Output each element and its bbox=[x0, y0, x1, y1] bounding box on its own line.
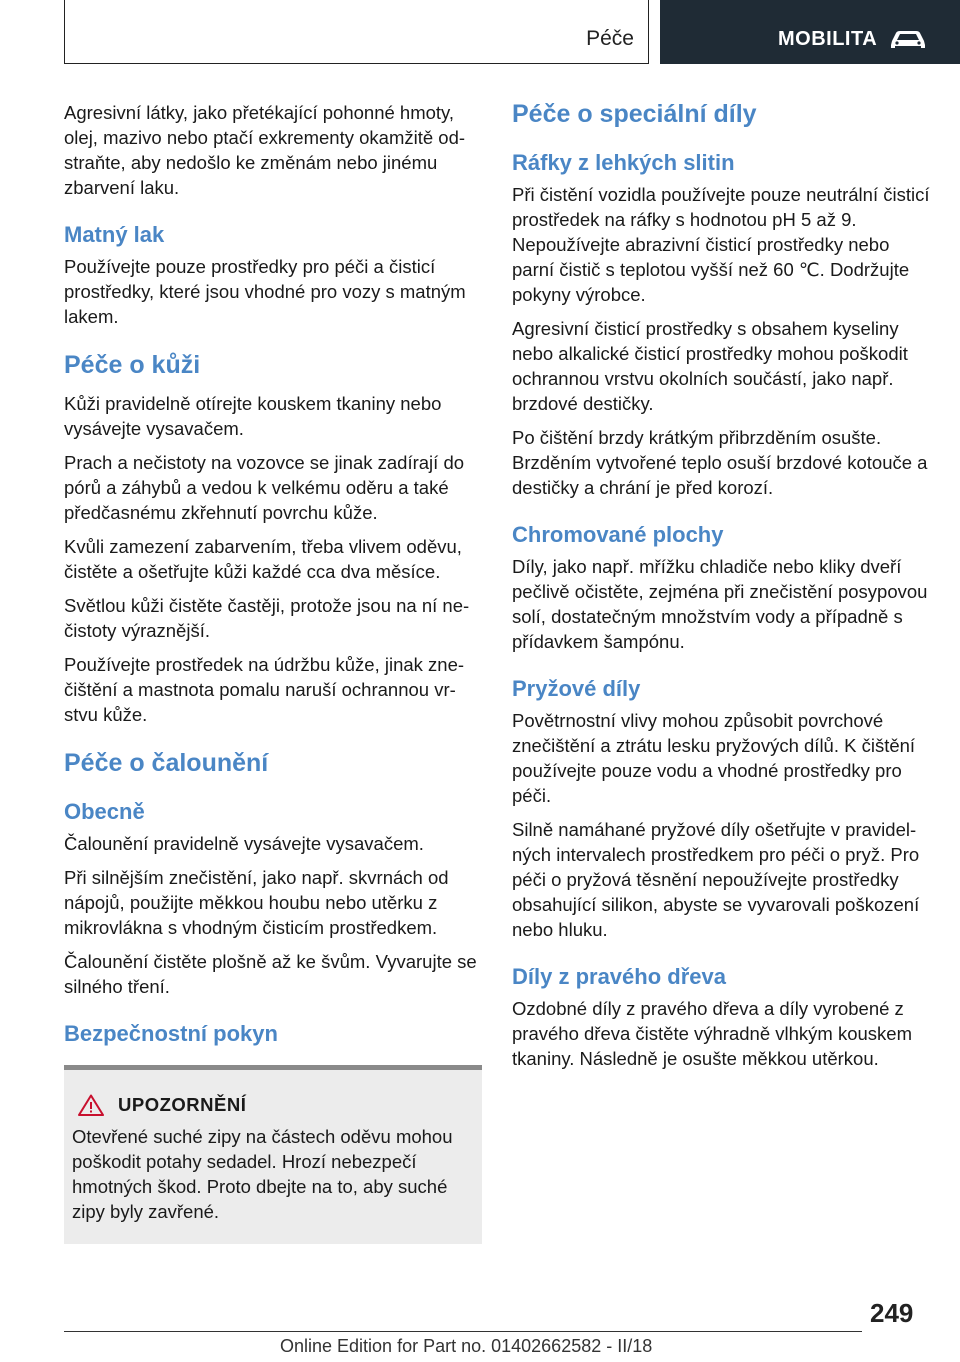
car-icon bbox=[888, 27, 928, 51]
rims-paragraph-1: Při čistění vozidla používejte pouze neutrální čisticí prostředek na ráfky s hodnotou pH 5 až 9. Nepoužívejte abrazivní čisticí prostředky nebo parní čistič s teplotou vyšší než 60 ℃. Dodržujte pokyny výrobce. bbox=[512, 184, 930, 305]
footer-divider bbox=[64, 1331, 862, 1332]
warning-title: UPOZORNĚNÍ bbox=[118, 1094, 247, 1115]
special-parts-heading: Péče o speciální díly bbox=[512, 100, 757, 128]
footer-edition: Online Edition for Part no. 01402662582 - II/18 bbox=[280, 1336, 653, 1356]
chrome-paragraph: Díly, jako např. mřížku chladiče nebo kliky dveří pečlivě očistěte, zejména při znečistění posypovou solí, dostatečným množstvím vody a případně s přídavkem šampónu. bbox=[512, 556, 928, 652]
leather-paragraph-5: Používejte prostředek na údržbu kůže, jinak znečištění a mastnota pomalu naruší ochrannou vrstvu kůže. bbox=[64, 654, 465, 725]
matte-paragraph: Používejte pouze prostředky pro péči a čisticí prostředky, které jsou vhodné pro vozy s matným lakem. bbox=[64, 256, 466, 327]
rims-paragraph-2: Agresivní čisticí prostředky s obsahem kyseliny nebo alkalické čisticí prostředky mohou poškodit ochrannou vrstvu okolních součástí, jako např. brzdové destičky. bbox=[512, 318, 908, 414]
chrome-heading: Chromované plochy bbox=[512, 522, 724, 547]
rims-paragraph-3: Po čištění brzdy krátkým přibrzděním osušte. Brzděním vytvořené teplo osuší brzdové kotouče a destičky a chrání je před korozí. bbox=[512, 427, 928, 498]
matte-heading: Matný lak bbox=[64, 222, 165, 247]
chapter-tab bbox=[660, 0, 960, 64]
warning-header bbox=[72, 1094, 466, 1116]
section-title: Péče bbox=[586, 27, 634, 50]
upholstery-heading: Péče o čalounění bbox=[64, 749, 269, 777]
leather-paragraph-2: Prach a nečistoty na vozovce se jinak zadírají do pórů a záhybů a vedou k velkému oděru a také předčasnému zkřehnutí povrchu kůže. bbox=[64, 452, 465, 523]
general-paragraph-1: Čalounění pravidelně vysávejte vysavačem. bbox=[64, 833, 424, 854]
wood-paragraph: Ozdobné díly z pravého dřeva a díly vyrobené z pravého dřeva čistěte výhradně vlhkým kouskem tkaniny. Následně je osušte měkkou utěrkou. bbox=[512, 998, 912, 1069]
rubber-paragraph-2: Silně namáhané pryžové díly ošetřujte v pravidelných intervalech prostředkem pro péči o pryž. Pro péči o pryžová těsnění nepoužívejte prostředky obsahující silikon, abyste se vyvarovali poškození nebo hluku. bbox=[512, 819, 920, 940]
general-paragraph-2: Při silnějším znečistění, jako např. skvrnách od nápojů, použijte měkkou houbu nebo utěrku z mikrovlákna s vhodným čisticím prostředkem. bbox=[64, 867, 449, 938]
intro-paragraph: Agresivní látky, jako přetékající pohonné hmoty, olej, mazivo nebo ptačí exkrementy okamžitě odstraňte, aby nedošlo ke změnám nebo jinému zbarvení laku. bbox=[64, 102, 466, 198]
general-paragraph-3: Čalounění čistěte plošně až ke švům. Vyvarujte se silného tření. bbox=[64, 951, 477, 997]
warning-triangle-icon bbox=[78, 1094, 104, 1116]
leather-paragraph-3: Kvůli zamezení zabarvením, třeba vlivem oděvu, čistěte a ošetřujte kůži každé cca dva měsíce. bbox=[64, 536, 462, 582]
chapter-title: MOBILITA bbox=[778, 28, 878, 50]
right-column bbox=[512, 100, 930, 1080]
rubber-heading: Pryžové díly bbox=[512, 676, 641, 701]
header-section-box bbox=[64, 0, 649, 64]
page-number: 249 bbox=[870, 1298, 914, 1328]
leather-paragraph-1: Kůži pravidelně otírejte kouskem tkaniny nebo vysávejte vysavačem. bbox=[64, 393, 442, 439]
left-column bbox=[64, 100, 482, 1244]
general-heading: Obecně bbox=[64, 799, 145, 824]
wood-heading: Díly z pravého dřeva bbox=[512, 964, 726, 989]
rims-heading: Ráfky z lehkých slitin bbox=[512, 150, 735, 175]
leather-heading: Péče o kůži bbox=[64, 351, 201, 379]
warning-text: Otevřené suché zipy na částech oděvu mohou poškodit potahy sedadel. Hrozí nebezpečí hmotných škod. Proto dbejte na to, aby suché zipy byly zavřené. bbox=[72, 1126, 453, 1222]
leather-paragraph-4: Světlou kůži čistěte častěji, protože jsou na ní nečistoty výraznější. bbox=[64, 595, 470, 641]
warning-box bbox=[64, 1065, 482, 1244]
rubber-paragraph-1: Povětrnostní vlivy mohou způsobit povrchové znečištění a ztrátu lesku pryžových dílů. K čištění používejte pouze vodu a vhodné prostředky pro péči. bbox=[512, 710, 916, 806]
safety-heading: Bezpečnostní pokyn bbox=[64, 1021, 278, 1046]
